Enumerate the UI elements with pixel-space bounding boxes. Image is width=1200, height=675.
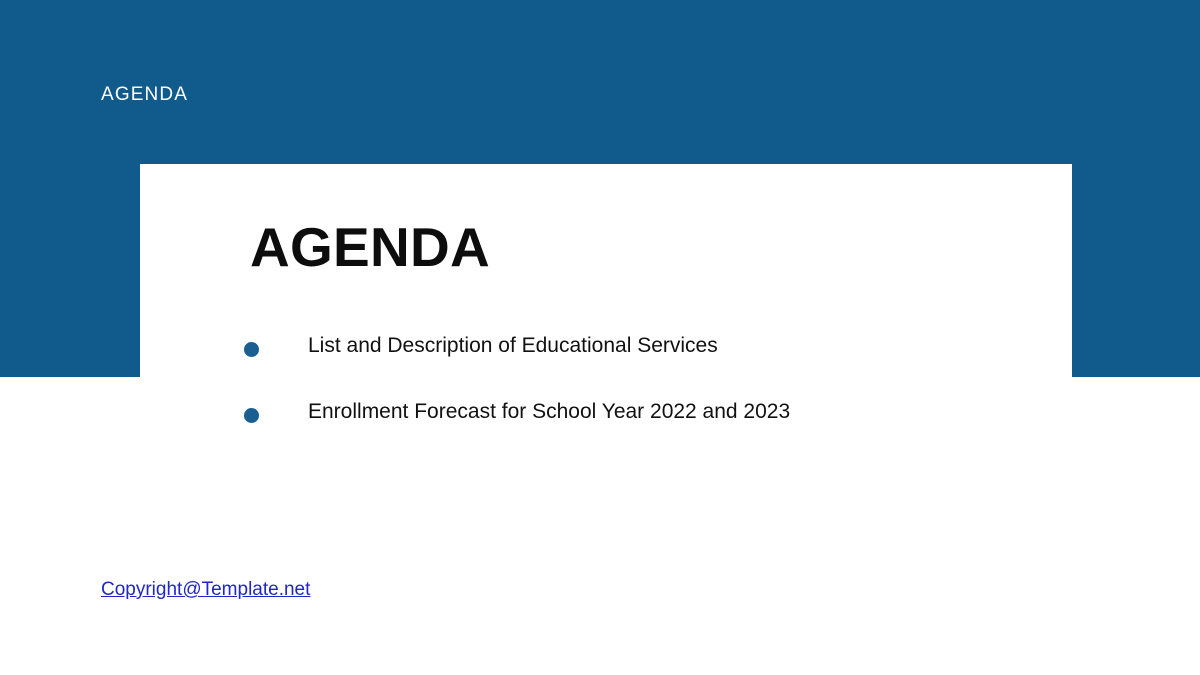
- bullet-dot-icon: [244, 342, 259, 357]
- slide-eyebrow-label: AGENDA: [101, 84, 189, 105]
- list-item: [244, 392, 1044, 458]
- copyright-link[interactable]: Copyright@Template.net: [101, 579, 311, 600]
- list-item: [244, 326, 1044, 392]
- agenda-list: [244, 326, 1044, 458]
- content-card: [140, 164, 1072, 484]
- list-item-label: Enrollment Forecast for School Year 2022 and 2023: [308, 400, 791, 423]
- page-title: AGENDA: [250, 216, 490, 278]
- bullet-dot-icon: [244, 408, 259, 423]
- list-item-label: List and Description of Educational Services: [308, 334, 718, 357]
